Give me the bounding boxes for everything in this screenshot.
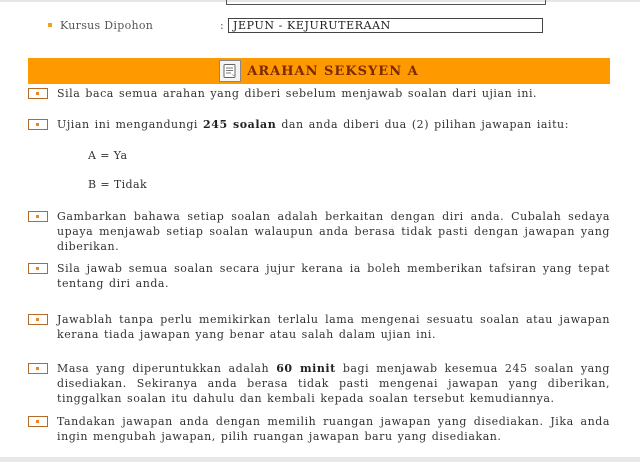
bullet-marker-icon xyxy=(28,363,48,374)
instruction-text: Sila baca semua arahan yang diberi sebelum menjawab soalan dari ujian ini. xyxy=(57,87,538,100)
option-a: A = Ya xyxy=(88,149,128,162)
instruction-item xyxy=(28,209,610,254)
instruction-item xyxy=(28,117,610,132)
field-label: Kursus Dipohon xyxy=(60,19,154,32)
instruction-text: Ujian ini mengandungi 245 soalan dan anda diberi dua (2) pilihan jawapan iaitu: xyxy=(57,118,569,131)
section-banner xyxy=(28,58,610,84)
bullet-marker-icon xyxy=(28,416,48,427)
previous-field-box xyxy=(226,0,546,5)
time-limit: 60 minit xyxy=(276,362,336,375)
option-b: B = Tidak xyxy=(88,178,148,191)
instruction-text: Tandakan jawapan anda dengan memilih ruangan jawapan yang disediakan. Jika anda ingin mengubah jawapan, pilih ruangan jawapan baru yang disediakan. xyxy=(57,415,610,443)
field-value-box: JEPUN - KEJURUTERAAN xyxy=(228,18,543,33)
instruction-text: Jawablah tanpa perlu memikirkan terlalu lama mengenai sesuatu soalan atau jawapan kerana tiada jawapan yang benar atau salah dalam ujian ini. xyxy=(57,313,610,341)
instruction-item xyxy=(28,312,610,342)
question-count: 245 soalan xyxy=(203,118,277,131)
instruction-item xyxy=(28,414,610,444)
bullet-marker-icon xyxy=(28,211,48,222)
bullet-marker-icon xyxy=(28,263,48,274)
bullet-icon xyxy=(48,23,52,27)
bottom-scroll-edge xyxy=(0,457,640,462)
instruction-text: Gambarkan bahawa setiap soalan adalah berkaitan dengan diri anda. Cubalah sedaya upaya menjawab setiap soalan walaupun anda berasa tidak pasti dengan jawapan yang diberikan. xyxy=(57,210,610,253)
bullet-marker-icon xyxy=(28,119,48,130)
instruction-text: Masa yang diperuntukkan adalah 60 minit bagi menjawab kesemua 245 soalan yang disediakan. Sekiranya anda berasa tidak pasti mengenai jawapan yang diberikan, tinggalkan soalan itu dahulu dan kembali kepada soalan tersebut kemudiannya. xyxy=(57,362,610,405)
bullet-marker-icon xyxy=(28,88,48,99)
notepad-icon xyxy=(219,60,241,82)
bullet-marker-icon xyxy=(28,314,48,325)
instruction-item xyxy=(28,261,610,291)
instruction-item xyxy=(28,86,610,101)
field-row-kursus xyxy=(48,18,608,36)
section-title: ARAHAN SEKSYEN A xyxy=(247,63,419,79)
field-separator: : xyxy=(220,19,224,32)
instruction-text: Sila jawab semua soalan secara jujur kerana ia boleh memberikan tafsiran yang tepat tentang diri anda. xyxy=(57,262,610,290)
instruction-item xyxy=(28,361,610,406)
